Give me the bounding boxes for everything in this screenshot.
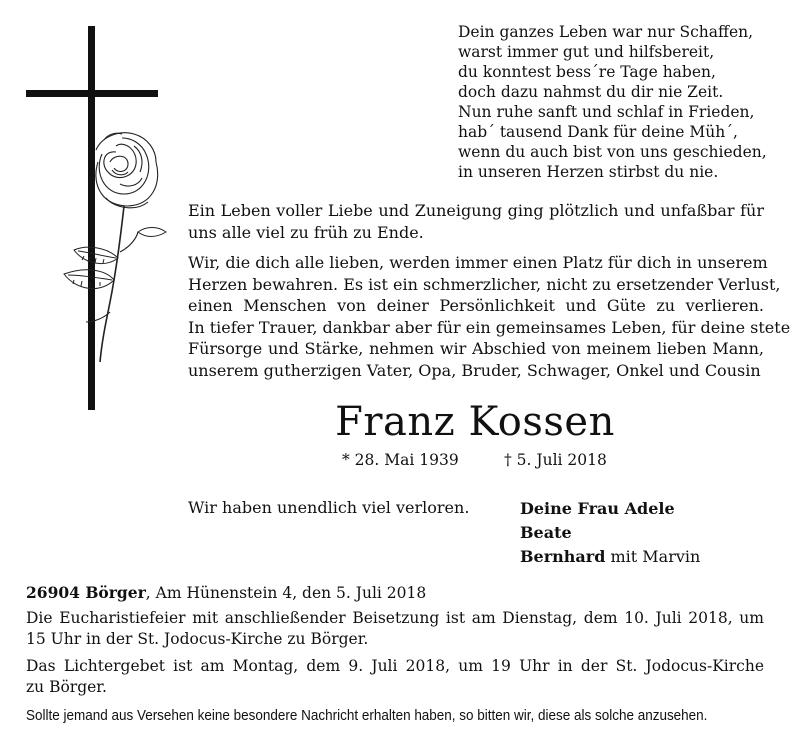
- paragraph-line: unserem gutherzigen Vater, Opa, Bruder, Schwager, Onkel und Cousin: [188, 360, 761, 380]
- poem-line: wenn du auch bist von uns geschieden,: [458, 143, 767, 161]
- poem-line: doch dazu nahmst du dir nie Zeit.: [458, 83, 724, 101]
- funeral-line: Die Eucharistiefeier mit anschließender Beisetzung ist am Dienstag, dem 10. Juli 2018, um: [26, 609, 764, 627]
- paragraph-line: In tiefer Trauer, dankbar aber für ein gemeinsames Leben, für deine stete: [188, 317, 791, 337]
- notice-text: Sollte jemand aus Versehen keine besondere Nachricht erhalten haben, so bitten wir, diese als solche anzusehen.: [26, 708, 708, 724]
- poem: [458, 22, 788, 182]
- family-member: Beate: [520, 523, 572, 542]
- prayer-line: Das Lichtergebet ist am Montag, dem 9. Juli 2018, um 19 Uhr in der St. Jodocus-Kirche: [26, 657, 764, 675]
- family-member: Deine Frau Adele: [520, 499, 675, 518]
- address-rest: , Am Hünenstein 4, den 5. Juli 2018: [145, 584, 427, 602]
- cross-with-rose-icon: [24, 22, 174, 422]
- funeral-line: 15 Uhr in der St. Jodocus-Kirche zu Börger.: [26, 630, 369, 648]
- paragraph-line: Herzen bewahren. Es ist ein schmerzlicher, nicht zu ersetzender Verlust,: [188, 274, 781, 294]
- notice-line: [26, 706, 764, 727]
- family-member: Bernhard: [520, 547, 606, 566]
- poem-line: hab´ tausend Dank für deine Müh´,: [458, 123, 738, 141]
- paragraph-line: Ein Leben voller Liebe und Zuneigung ging plötzlich und unfaßbar für: [188, 201, 764, 220]
- poem-line: du konntest bess´re Tage haben,: [458, 63, 716, 81]
- loss-statement: Wir haben unendlich viel verloren.: [188, 498, 470, 517]
- farewell-paragraph: [188, 252, 791, 381]
- family-member-extra: mit Marvin: [605, 547, 701, 566]
- poem-line: warst immer gut und hilfsbereit,: [458, 43, 715, 61]
- poem-line: Dein ganzes Leben war nur Schaffen,: [458, 23, 754, 41]
- funeral-info: [26, 608, 764, 650]
- prayer-line: zu Börger.: [26, 678, 107, 696]
- paragraph-line: einen Menschen von deiner Persönlichkeit und Güte zu verlieren.: [188, 296, 764, 315]
- family-signature: [520, 497, 700, 569]
- paragraph-line: Wir, die dich alle lieben, werden immer einen Platz für dich in unserem: [188, 253, 768, 272]
- paragraph-line: Fürsorge und Stärke, nehmen wir Abschied von meinem lieben Mann,: [188, 339, 764, 358]
- death-date: † 5. Juli 2018: [504, 451, 607, 469]
- birth-date: * 28. Mai 1939: [342, 451, 459, 469]
- prayer-info: [26, 656, 764, 698]
- deceased-name: Franz Kossen: [335, 399, 615, 445]
- poem-line: Nun ruhe sanft und schlaf in Frieden,: [458, 103, 755, 121]
- address-line: [26, 582, 764, 604]
- poem-line: in unseren Herzen stirbst du nie.: [458, 163, 719, 181]
- paragraph-line: uns alle viel zu früh zu Ende.: [188, 222, 424, 242]
- address-place: 26904 Börger: [26, 583, 146, 602]
- intro-paragraph: [188, 200, 764, 243]
